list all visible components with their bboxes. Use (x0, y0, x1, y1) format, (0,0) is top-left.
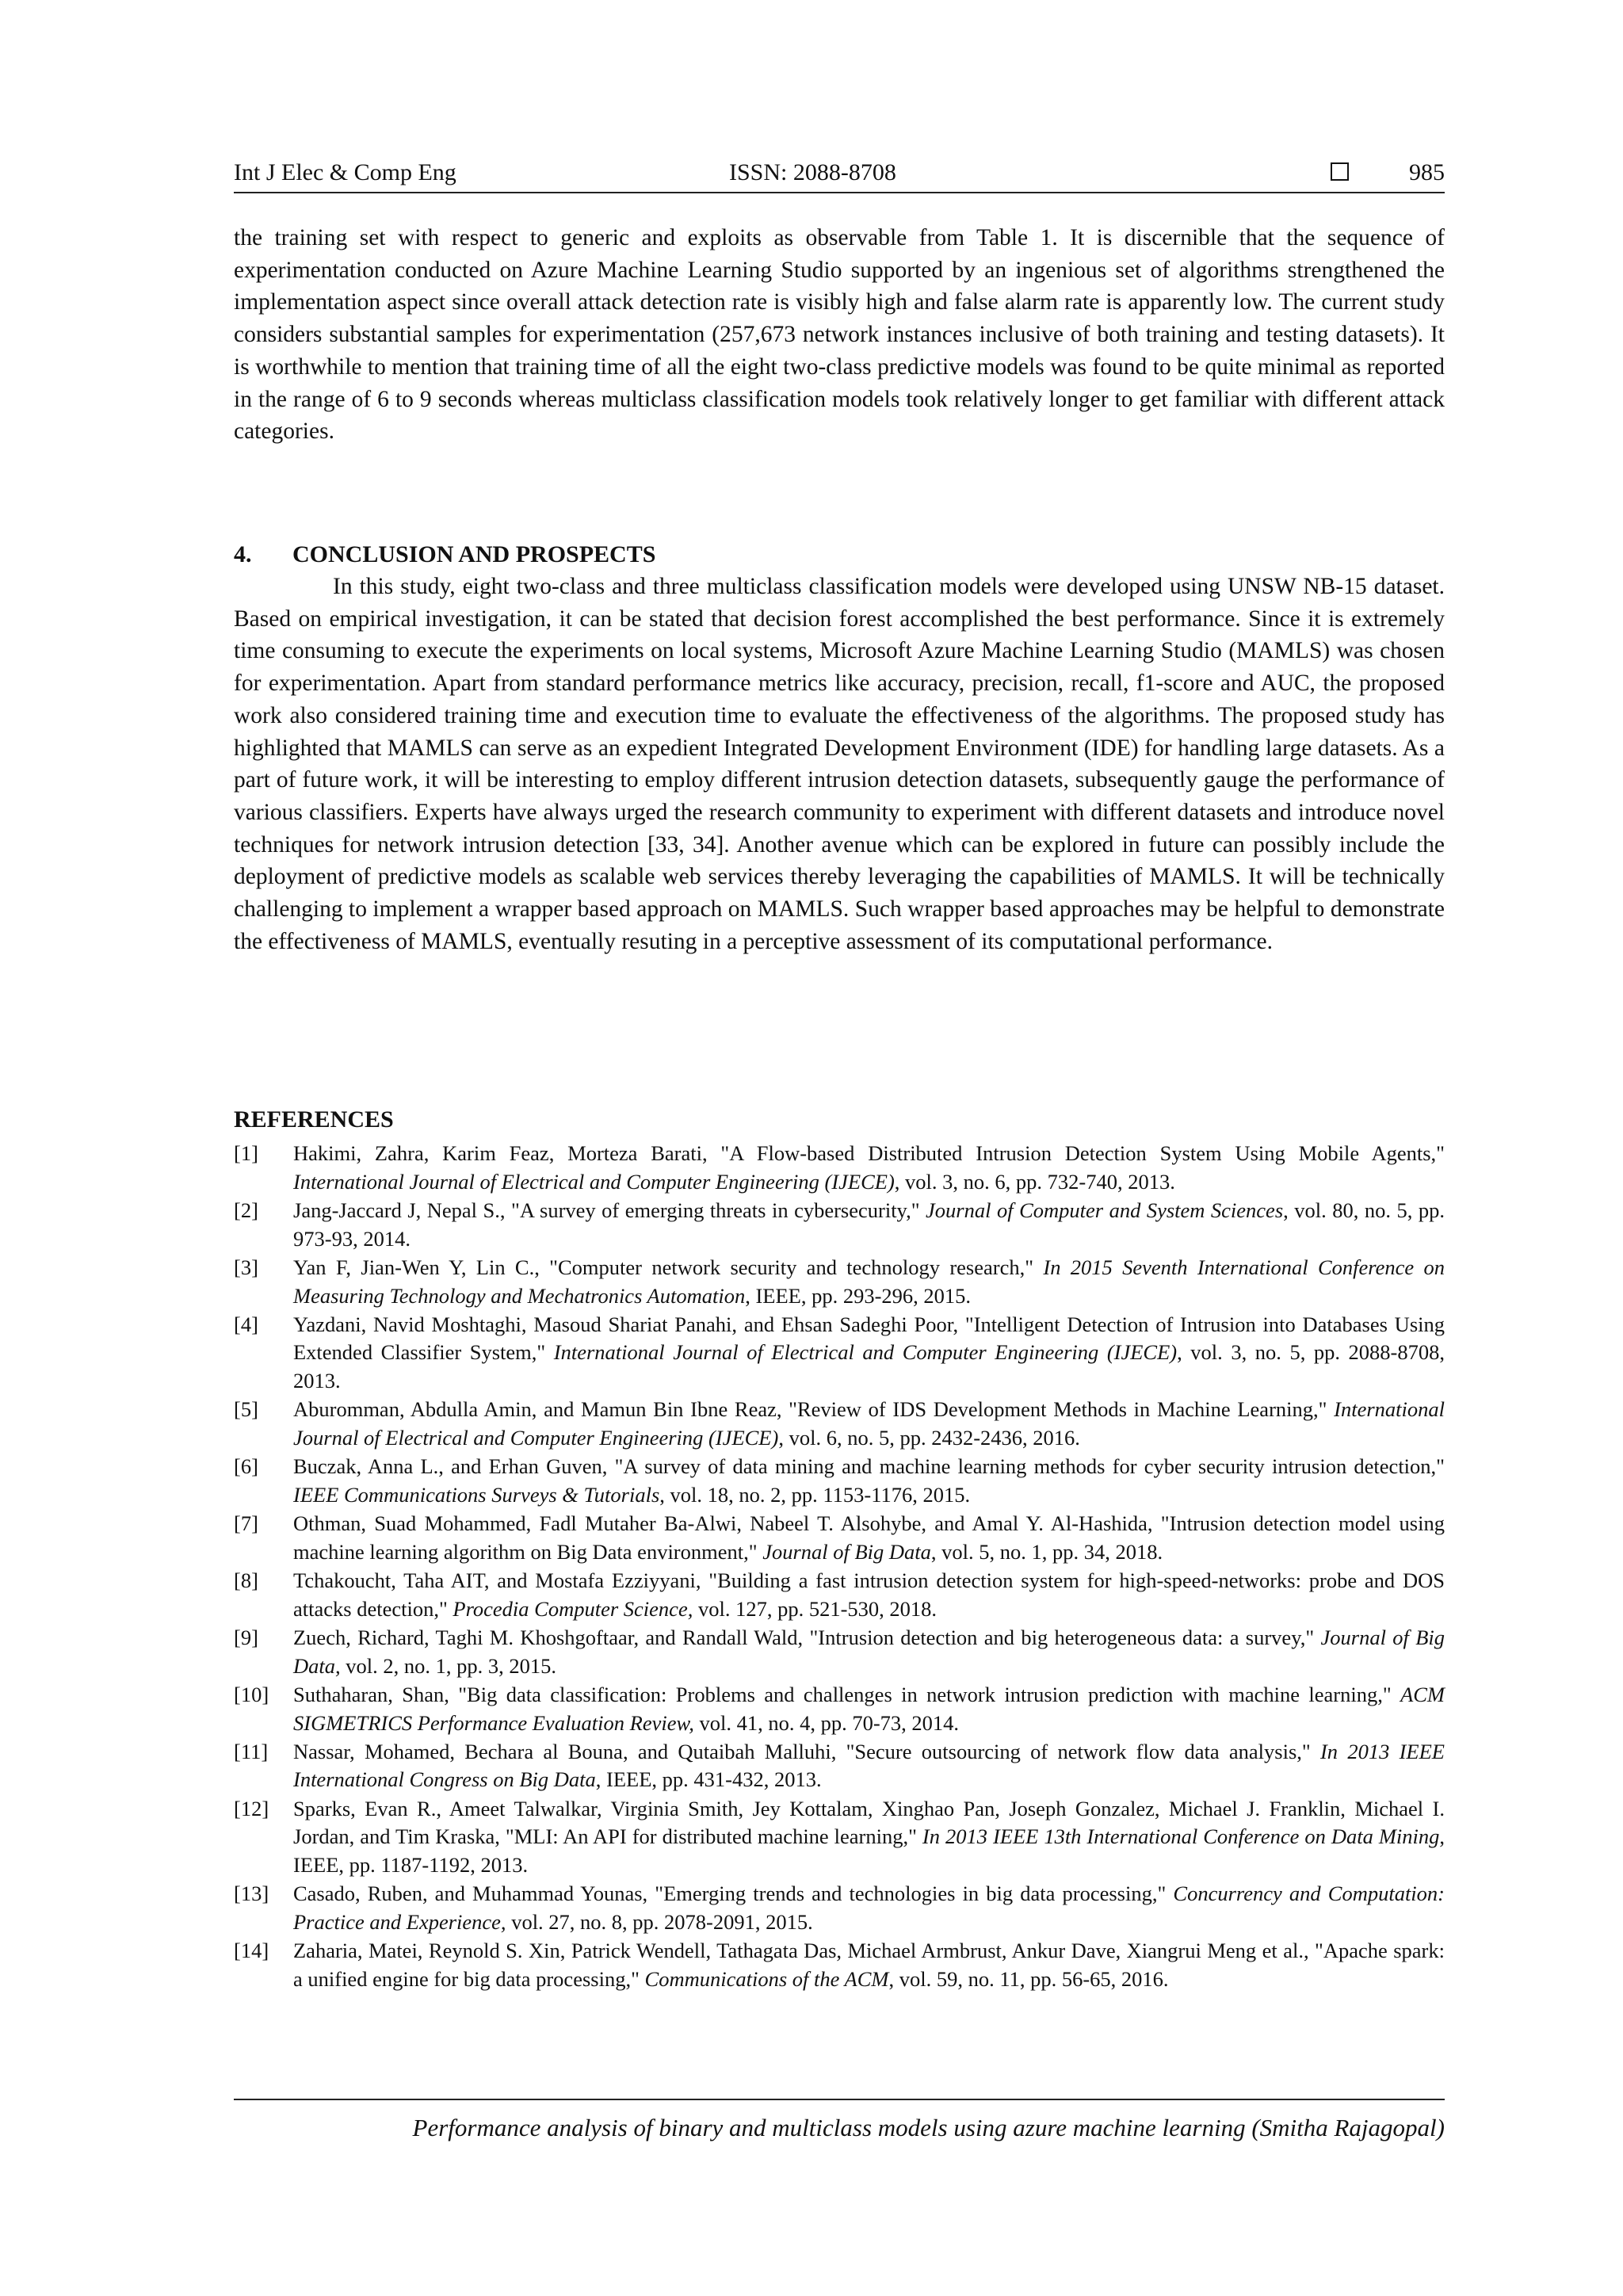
reference-item (234, 1311, 1445, 1396)
reference-item (234, 1795, 1445, 1880)
running-header (234, 155, 1445, 190)
reference-details: , vol. 3, no. 5, pp. 2088-8708, 2013. (293, 1340, 1445, 1393)
reference-text: Jang-Jaccard J, Nepal S., "A survey of emerging threats in cybersecurity," (293, 1198, 926, 1222)
reference-venue: Concurrency and Computation: Practice and Experience, (293, 1881, 1445, 1934)
square-icon (1331, 162, 1349, 181)
reference-number: [3] (234, 1255, 258, 1279)
reference-text: Suthaharan, Shan, "Big data classification: Problems and challenges in network intrusion prediction with machine learning," (293, 1682, 1401, 1706)
reference-number: [13] (234, 1881, 269, 1906)
reference-text: Sparks, Evan R., Ameet Talwalkar, Virginia Smith, Jey Kottalam, Xinghao Pan, Joseph Gonzalez, Michael J. Franklin, Michael I. Jordan, and Tim Kraska, "MLI: An API for distributed machine learning," (293, 1796, 1445, 1849)
reference-item (234, 1681, 1445, 1737)
reference-venue: International Journal of Electrical and Computer Engineering (IJECE) (293, 1169, 895, 1194)
reference-text: Yan F, Jian-Wen Y, Lin C., "Computer network security and technology research," (293, 1255, 1044, 1279)
reference-item (234, 1396, 1445, 1452)
reference-item (234, 1624, 1445, 1680)
footer-rule (234, 2099, 1445, 2100)
reference-venue: In 2015 Seventh International Conference on Measuring Technology and Mechatronics Automation (293, 1255, 1445, 1308)
reference-number: [7] (234, 1511, 258, 1536)
reference-details: vol. 2, no. 1, pp. 3, 2015. (340, 1653, 556, 1678)
reference-venue: Procedia Computer Science, (453, 1596, 693, 1621)
reference-number: [8] (234, 1568, 258, 1593)
reference-venue: International Journal of Electrical and Computer Engineering (IJECE) (293, 1397, 1445, 1450)
reference-details: , vol. 18, no. 2, pp. 1153-1176, 2015. (659, 1482, 971, 1507)
reference-details: , IEEE, pp. 293-296, 2015. (745, 1283, 972, 1308)
conclusion-paragraph: In this study, eight two-class and three multiclass classification models were developed using UNSW NB-15 dataset. Based on empirical investigation, it can be stated that decision forest accomplished the best performance. Since it is extremely time consuming to execute the experiments on local systems, Microsoft Azure Machine Learning Studio (MAMLS) was chosen for experimentation. Apart from standard performance metrics like accuracy, precision, recall, f1-score and AUC, the proposed work also considered training time and execution time to evaluate the effectiveness of the algorithms. The proposed study has highlighted that MAMLS can serve as an expedient Integrated Development Environment (IDE) for handling large datasets. As a part of future work, it will be interesting to employ different intrusion detection datasets, subsequently gauge the performance of various classifiers. Experts have always urged the research community to experiment with different datasets and introduce novel techniques for network intrusion detection [33, 34]. Another avenue which can be explored in future can possibly include the deployment of predictive models as scalable web services thereby leveraging the capabilities of MAMLS. It will be technically challenging to implement a wrapper based approach on MAMLS. Such wrapper based approaches may be helpful to demonstrate the effectiveness of MAMLS, eventually resuting in a perceptive assessment of its computational performance. (234, 574, 1445, 954)
reference-number: [5] (234, 1397, 258, 1422)
section-heading (234, 539, 655, 571)
page-number: 985 (1409, 159, 1445, 185)
reference-number: [11] (234, 1739, 269, 1763)
intro-paragraph: the training set with respect to generic and exploits as observable from Table 1. It is discernible that the sequence of experimentation conducted on Azure Machine Learning Studio supported by an ingenious set of algorithms strengthened the implementation aspect since overall attack detection rate is visibly high and false alarm rate is apparently low. The current study considers substantial samples for experimentation (257,673 network instances inclusive of both training and testing datasets). It is worthwhile to mention that training time of all the eight two-class predictive models was found to be quite minimal as reported in the range of 6 to 9 seconds whereas multiclass classification models took relatively longer to get familiar with different attack categories. (234, 225, 1445, 445)
reference-number: [9] (234, 1625, 258, 1649)
references-heading: REFERENCES (234, 1106, 394, 1133)
reference-item (234, 1510, 1445, 1566)
reference-venue: Journal of Computer and System Sciences (926, 1198, 1284, 1222)
reference-item (234, 1254, 1445, 1310)
paper-page (234, 0, 1445, 2296)
reference-venue: In 2013 IEEE 13th International Conference on Data Mining (922, 1824, 1440, 1849)
reference-text: Buczak, Anna L., and Erhan Guven, "A survey of data mining and machine learning methods for cyber security intrusion detection," (293, 1454, 1445, 1479)
running-footer: Performance analysis of binary and multiclass models using azure machine learning (Smitha Rajagopal) (412, 2114, 1445, 2141)
reference-details: , vol. 80, no. 5, pp. 973-93, 2014. (293, 1198, 1445, 1251)
issn: ISSN: 2088-8708 (729, 159, 896, 185)
reference-details: vol. 127, pp. 521-530, 2018. (693, 1596, 938, 1621)
reference-number: [6] (234, 1454, 258, 1479)
reference-item (234, 1937, 1445, 1993)
reference-text: Zuech, Richard, Taghi M. Khoshgoftaar, and Randall Wald, "Intrusion detection and big heterogeneous data: a survey," (293, 1625, 1321, 1649)
reference-venue: In 2013 IEEE International Congress on Big Data (293, 1739, 1445, 1792)
reference-item (234, 1453, 1445, 1509)
reference-item (234, 1738, 1445, 1794)
section-number: 4. (234, 541, 252, 567)
reference-text: Hakimi, Zahra, Karim Feaz, Morteza Barati, "A Flow-based Distributed Intrusion Detection System Using Mobile Agents," (293, 1141, 1445, 1165)
reference-text: Tchakoucht, Taha AIT, and Mostafa Ezziyyani, "Building a fast intrusion detection system for high-speed-networks: probe and DOS attacks detection," (293, 1568, 1445, 1621)
reference-details: vol. 41, no. 4, pp. 70-73, 2014. (693, 1710, 960, 1735)
reference-number: [12] (234, 1796, 269, 1820)
reference-number: [4] (234, 1312, 258, 1336)
reference-text: Yazdani, Navid Moshtaghi, Masoud Shariat Panahi, and Ehsan Sadeghi Poor, "Intelligent Detection of Intrusion into Databases Using Extended Classifier System," (293, 1312, 1445, 1365)
reference-venue: ACM SIGMETRICS Performance Evaluation Review, (293, 1682, 1445, 1735)
reference-venue: International Journal of Electrical and Computer Engineering (IJECE) (553, 1340, 1178, 1365)
reference-text: Othman, Suad Mohammed, Fadl Mutaher Ba-Alwi, Nabeel T. Alsohybe, and Amal Y. Al-Hashida, "Intrusion detection model using machine learning algorithm on Big Data environment," (293, 1511, 1445, 1564)
reference-details: , IEEE, pp. 1187-1192, 2013. (293, 1824, 1445, 1878)
reference-list (234, 1140, 1445, 1994)
reference-number: [2] (234, 1198, 258, 1222)
reference-text: Zaharia, Matei, Reynold S. Xin, Patrick Wendell, Tathagata Das, Michael Armbrust, Ankur Dave, Xiangrui Meng et al., "Apache spark: a unified engine for big data processing," (293, 1939, 1445, 1991)
reference-details: , IEEE, pp. 431-432, 2013. (595, 1767, 822, 1792)
section-title: CONCLUSION AND PROSPECTS (292, 541, 656, 567)
reference-venue: IEEE Communications Surveys & Tutorials (293, 1482, 660, 1507)
reference-venue: Journal of Big Data (762, 1539, 931, 1564)
reference-number: [1] (234, 1141, 258, 1165)
reference-details: , vol. 3, no. 6, pp. 732-740, 2013. (894, 1169, 1175, 1194)
reference-text: Aburomman, Abdulla Amin, and Mamun Bin Ibne Reaz, "Review of IDS Development Methods in Machine Learning," (293, 1397, 1335, 1422)
reference-item (234, 1140, 1445, 1196)
reference-item (234, 1197, 1445, 1253)
reference-text: Casado, Ruben, and Muhammad Younas, "Emerging trends and technologies in big data processing," (293, 1881, 1174, 1906)
journal-name: Int J Elec & Comp Eng (234, 159, 456, 185)
reference-details: , vol. 59, no. 11, pp. 56-65, 2016. (888, 1966, 1169, 1991)
reference-details: , vol. 6, no. 5, pp. 2432-2436, 2016. (778, 1426, 1080, 1450)
header-rule (234, 192, 1445, 193)
reference-details: , vol. 5, no. 1, pp. 34, 2018. (930, 1539, 1163, 1564)
reference-number: [10] (234, 1682, 269, 1706)
reference-number: [14] (234, 1939, 269, 1963)
reference-text: Nassar, Mohamed, Bechara al Bouna, and Qutaibah Malluhi, "Secure outsourcing of network flow data analysis," (293, 1739, 1320, 1763)
reference-venue: Communications of the ACM (644, 1966, 889, 1991)
reference-details: vol. 27, no. 8, pp. 2078-2091, 2015. (506, 1909, 813, 1934)
reference-item (234, 1880, 1445, 1936)
reference-venue: Journal of Big Data, (293, 1625, 1445, 1678)
reference-item (234, 1567, 1445, 1623)
